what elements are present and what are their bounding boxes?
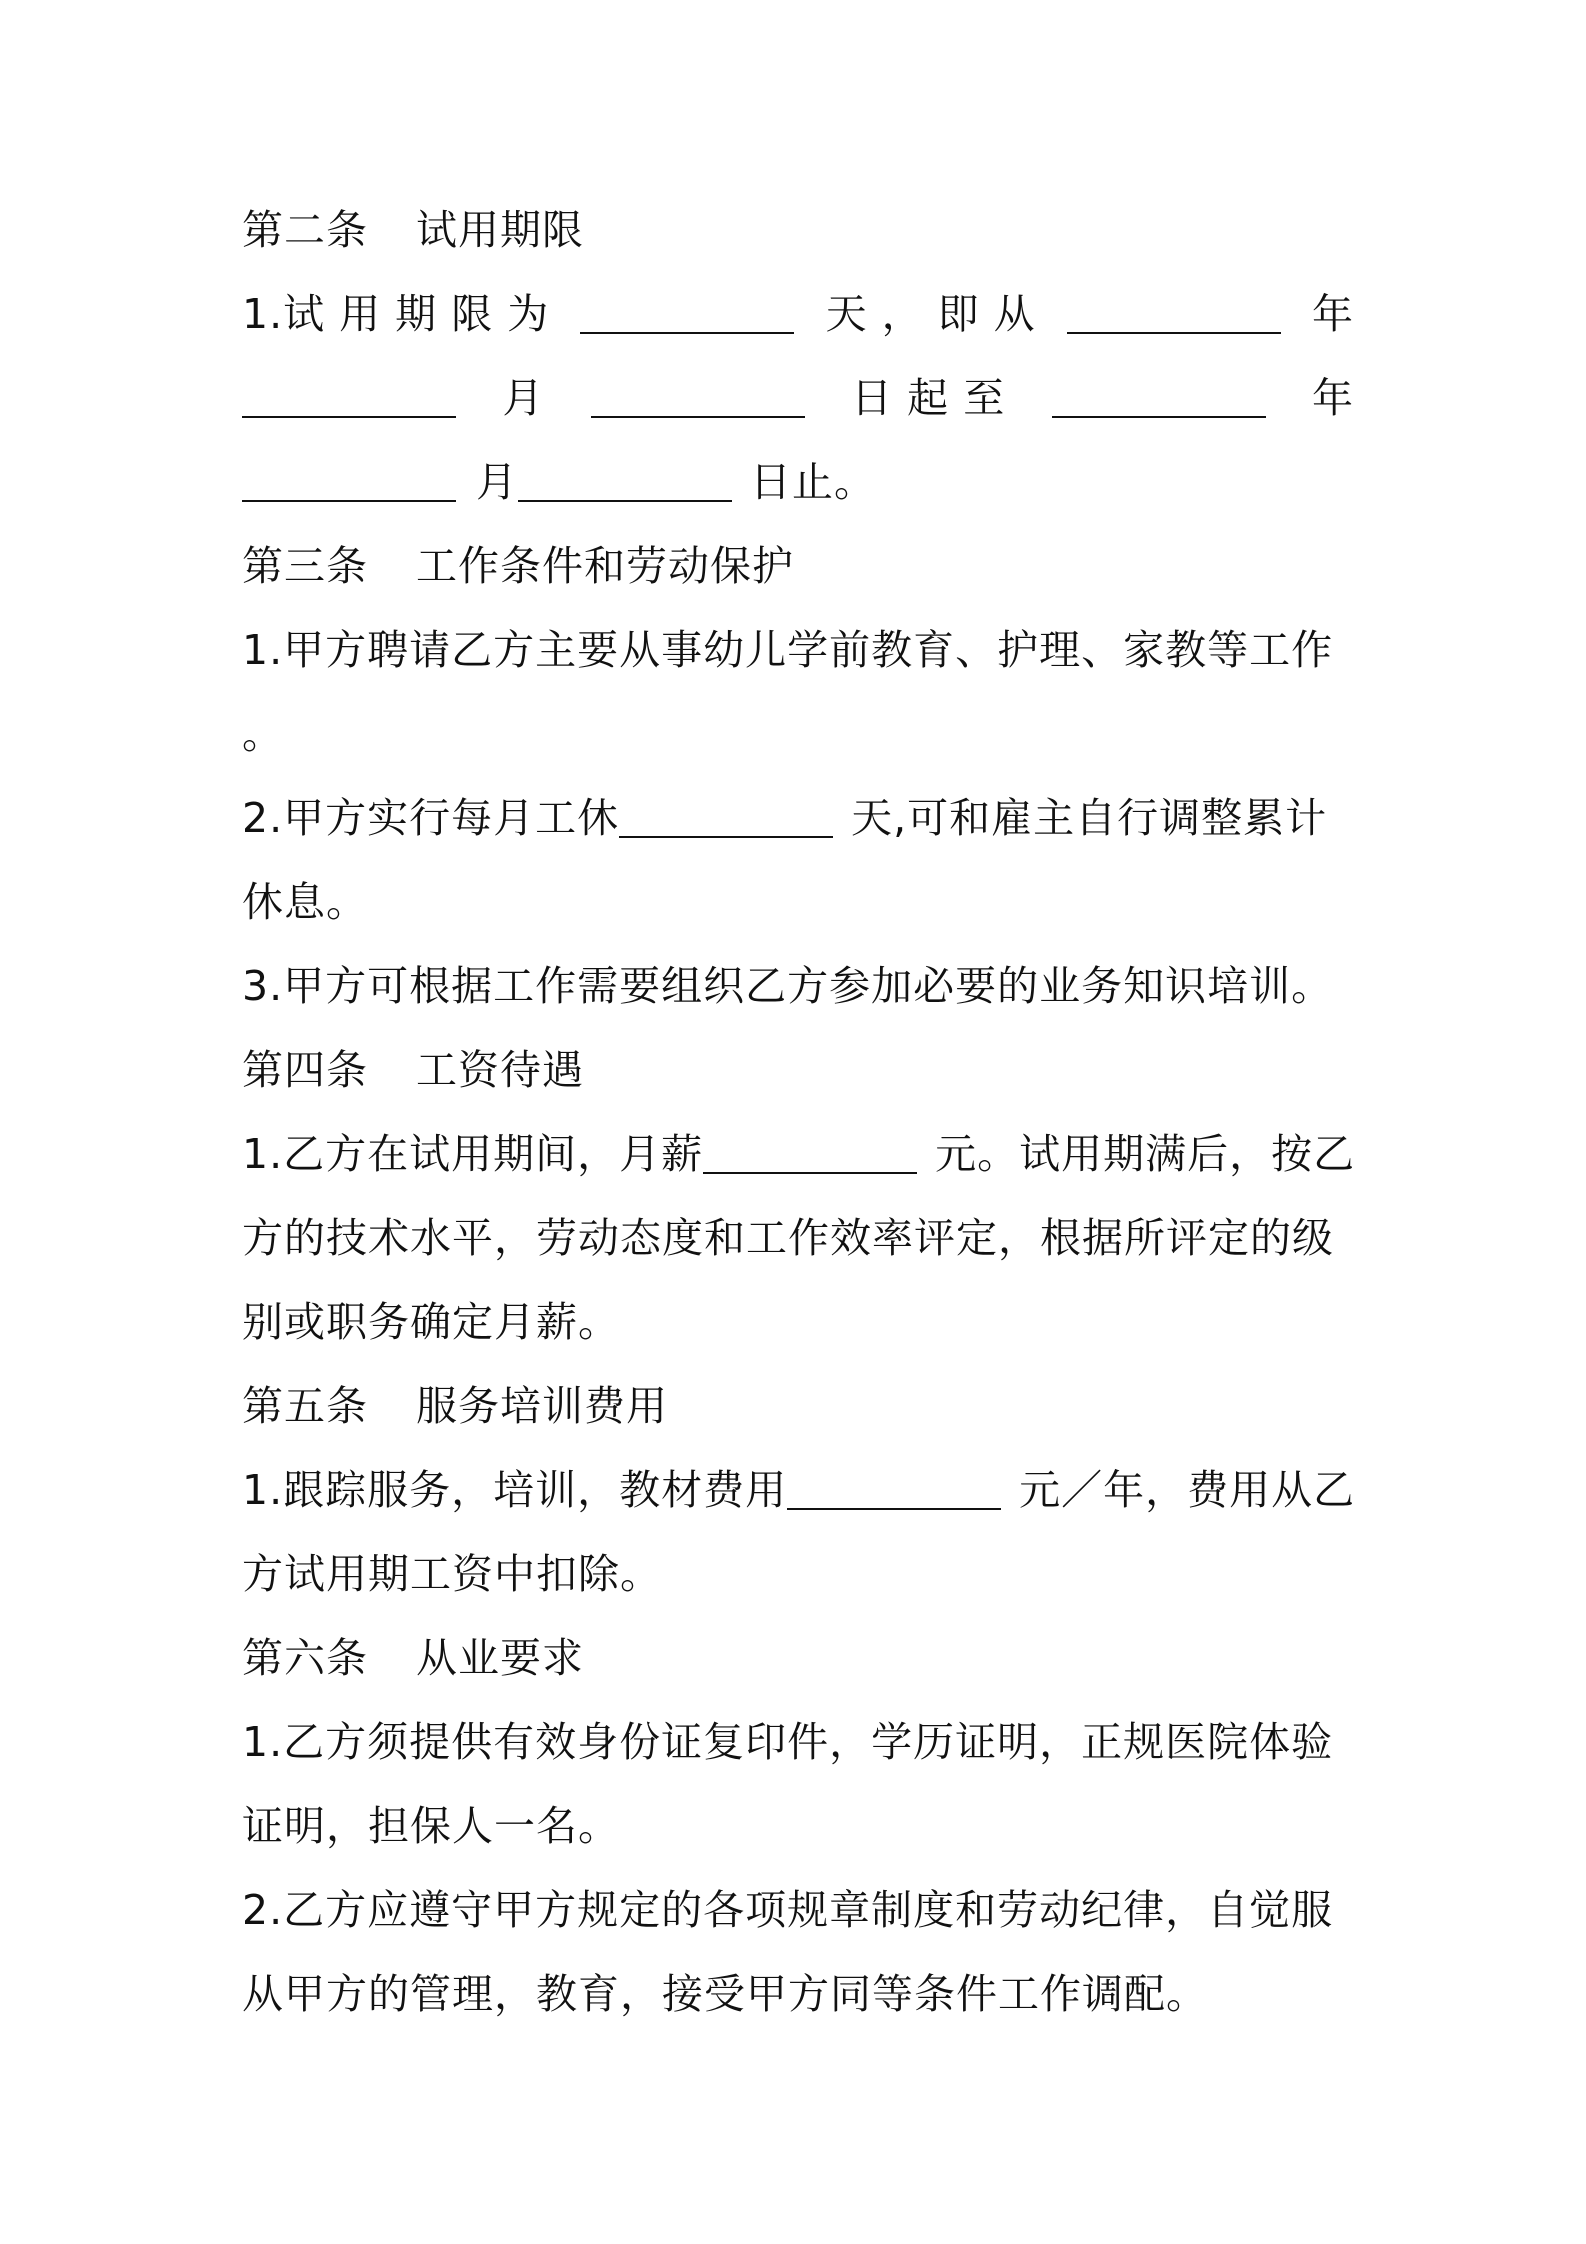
text-segment: 2.甲方实行每月工休 xyxy=(242,794,620,842)
text-segment: 天,可和雇主自行调整累计 xyxy=(851,794,1328,842)
fill-blank xyxy=(1052,414,1266,418)
article-2-para-1-line-1 xyxy=(242,272,1354,356)
article-3-para-2-line-1 xyxy=(242,776,1354,860)
article-title: 从业要求 xyxy=(416,1634,584,1682)
text-segment: 年 xyxy=(1311,290,1354,338)
article-5-para-1-line-2: 方试用期工资中扣除。 xyxy=(242,1550,662,1598)
article-2-para-1-line-3 xyxy=(242,440,1354,524)
document-body xyxy=(242,188,1354,2036)
fill-blank xyxy=(242,498,456,502)
article-title: 工作条件和劳动保护 xyxy=(416,542,794,590)
article-3-para-2-line-2: 休息。 xyxy=(242,878,368,926)
text-segment: 日 起 至 xyxy=(851,374,1006,422)
article-3-para-1-line-2: 。 xyxy=(242,710,284,758)
article-4-para-1-line-1 xyxy=(242,1112,1354,1196)
article-title: 试用期限 xyxy=(416,206,584,254)
article-5-para-1-line-1 xyxy=(242,1448,1354,1532)
article-3-para-1-line-1: 1.甲方聘请乙方主要从事幼儿学前教育、护理、家教等工作 xyxy=(242,626,1334,674)
article-4-heading xyxy=(242,1028,1354,1112)
text-segment: 日止。 xyxy=(750,458,876,506)
text-segment: 元。试用期满后，按乙 xyxy=(935,1130,1356,1178)
fill-blank xyxy=(591,414,805,418)
text-segment: 1.试 用 期 限 为 xyxy=(242,290,550,338)
article-title: 服务培训费用 xyxy=(416,1382,668,1430)
article-title: 工资待遇 xyxy=(416,1046,584,1094)
article-2-heading xyxy=(242,188,1354,272)
article-3-para-3: 3.甲方可根据工作需要组织乙方参加必要的业务知识培训。 xyxy=(242,962,1334,1010)
fill-blank xyxy=(703,1170,917,1174)
text-segment: 天 ， 即 从 xyxy=(825,290,1036,338)
fill-blank xyxy=(242,414,456,418)
article-number: 第二条 xyxy=(242,206,368,254)
text-segment: 1.跟踪服务，培训，教材费用 xyxy=(242,1466,788,1514)
article-number: 第三条 xyxy=(242,542,368,590)
article-5-heading xyxy=(242,1364,1354,1448)
article-6-heading xyxy=(242,1616,1354,1700)
article-6-para-1-line-2: 证明，担保人一名。 xyxy=(242,1802,620,1850)
article-4-para-1-line-2: 方的技术水平，劳动态度和工作效率评定，根据所评定的级 xyxy=(242,1214,1334,1262)
article-3-heading xyxy=(242,524,1354,608)
text-segment: 月 xyxy=(476,458,518,506)
fill-blank xyxy=(580,330,794,334)
article-6-para-2-line-1: 2.乙方应遵守甲方规定的各项规章制度和劳动纪律，自觉服 xyxy=(242,1886,1334,1934)
text-segment: 月 xyxy=(502,374,545,422)
text-segment: 元／年，费用从乙 xyxy=(1019,1466,1356,1514)
article-6-para-1-line-1: 1.乙方须提供有效身份证复印件，学历证明，正规医院体验 xyxy=(242,1718,1334,1766)
article-number: 第四条 xyxy=(242,1046,368,1094)
fill-blank xyxy=(787,1506,1001,1510)
text-segment: 1.乙方在试用期间，月薪 xyxy=(242,1130,704,1178)
article-2-para-1-line-2 xyxy=(242,356,1354,440)
fill-blank xyxy=(619,834,833,838)
article-number: 第五条 xyxy=(242,1382,368,1430)
text-segment: 年 xyxy=(1311,374,1354,422)
article-number: 第六条 xyxy=(242,1634,368,1682)
article-6-para-2-line-2: 从甲方的管理，教育，接受甲方同等条件工作调配。 xyxy=(242,1970,1208,2018)
article-4-para-1-line-3: 别或职务确定月薪。 xyxy=(242,1298,620,1346)
fill-blank xyxy=(518,498,732,502)
fill-blank xyxy=(1067,330,1281,334)
